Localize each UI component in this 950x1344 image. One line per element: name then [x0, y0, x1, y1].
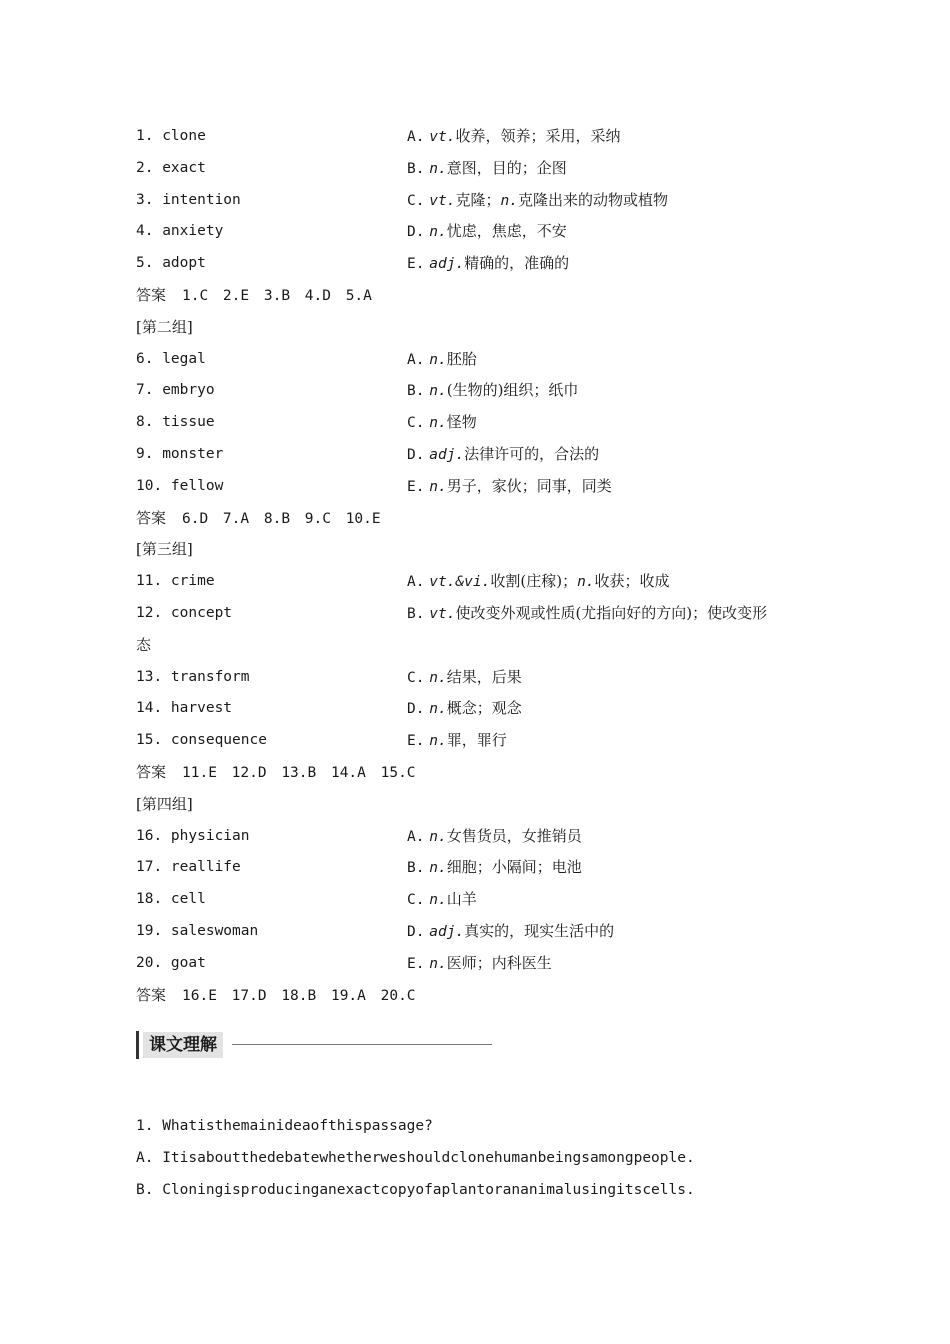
- vocab-definition: B. vt.使改变外观或性质(尤指向好的方向)；使改变形: [407, 603, 768, 622]
- vocab-word: 12. concept: [136, 604, 233, 621]
- question-option-a: A. Itisaboutthedebatewhetherweshouldclonehumanbeingsamongpeople.: [136, 1149, 695, 1166]
- vocab-word: 7. embryo: [136, 382, 215, 399]
- vocab-word: 8. tissue: [136, 414, 215, 431]
- section-header: [136, 1031, 496, 1059]
- question-option-b: B. Cloningisproducinganexactcopyofaplantorananimalusingitscells.: [136, 1181, 695, 1198]
- vocab-word: 1. clone: [136, 128, 206, 144]
- vocab-group-4: [136, 789, 836, 1012]
- group-heading: [第二组]: [136, 317, 193, 336]
- answer-key: 1.C 2.E 3.B 4.D 5.A: [182, 287, 372, 304]
- answer-line: [136, 757, 836, 789]
- vocab-definition: B. n.细胞；小隔间；电池: [407, 858, 582, 877]
- vocab-definition: B. n.(生物的)组织；纸巾: [407, 381, 579, 400]
- vocab-word: 16. physician: [136, 827, 250, 844]
- vocab-definition: E. n.罪，罪行: [407, 731, 507, 750]
- vocab-row: [136, 598, 836, 630]
- answer-label: 答案: [136, 762, 167, 781]
- answer-label: 答案: [136, 508, 167, 527]
- vocabulary-matching: [136, 121, 836, 1011]
- vocab-word: 10. fellow: [136, 477, 224, 494]
- answer-line: [136, 980, 836, 1012]
- vocab-row: [136, 566, 836, 598]
- vocab-definition: D. n.概念；观念: [407, 699, 522, 718]
- vocab-definition: D. n.忧虑，焦虑，不安: [407, 222, 567, 241]
- vocab-row: [136, 916, 836, 948]
- vocab-definition: C. vt.克隆；n.克隆出来的动物或植物: [407, 190, 668, 209]
- vocab-definition: A. vt.收养，领养；采用，采纳: [407, 127, 621, 145]
- vocab-word: 2. exact: [136, 159, 206, 176]
- definition-wrap: 态: [136, 635, 152, 654]
- section-title: 课文理解: [143, 1032, 223, 1058]
- vocab-definition: E. adj.精确的，准确的: [407, 254, 570, 273]
- vocab-row: [136, 693, 836, 725]
- vocab-row: [136, 948, 836, 980]
- vocab-word: 17. reallife: [136, 859, 241, 876]
- answer-key: 6.D 7.A 8.B 9.C 10.E: [182, 510, 381, 527]
- vocab-row: [136, 662, 836, 694]
- comprehension-questions: [136, 1111, 836, 1206]
- vocab-group-2: [136, 312, 836, 535]
- answer-key: 11.E 12.D 13.B 14.A 15.C: [182, 764, 416, 781]
- vocab-definition: C. n.山羊: [407, 890, 477, 909]
- answer-key: 16.E 17.D 18.B 19.A 20.C: [182, 987, 416, 1004]
- vocab-word: 14. harvest: [136, 700, 233, 717]
- vocab-row: [136, 884, 836, 916]
- answer-label: 答案: [136, 985, 167, 1004]
- group-heading: [第三组]: [136, 540, 193, 559]
- vocab-row: [136, 216, 836, 248]
- vocab-row: [136, 185, 836, 217]
- vocab-definition: E. n.男子，家伙；同事，同类: [407, 476, 612, 495]
- vocab-definition: D. adj.真实的，现实生活中的: [407, 921, 615, 940]
- vocab-word: 9. monster: [136, 445, 224, 462]
- vocab-row: [136, 407, 836, 439]
- vocab-word: 4. anxiety: [136, 223, 224, 240]
- answer-line: [136, 503, 836, 535]
- vocab-definition: A. n.女售货员，女推销员: [407, 826, 582, 845]
- vocab-definition: E. n.医师；内科医生: [407, 953, 552, 972]
- vocab-word: 6. legal: [136, 350, 206, 367]
- vocab-row: [136, 344, 836, 376]
- vocab-definition: C. n.结果，后果: [407, 667, 522, 686]
- vocab-row: [136, 439, 836, 471]
- vocab-word: 5. adopt: [136, 255, 206, 272]
- vocab-group-1: [136, 121, 836, 312]
- vocab-word: 15. consequence: [136, 732, 267, 749]
- vocab-word: 18. cell: [136, 891, 206, 908]
- vocab-definition: B. n.意图，目的；企图: [407, 158, 567, 177]
- vocab-word: 20. goat: [136, 954, 206, 971]
- vocab-row: [136, 852, 836, 884]
- vocab-definition: A. vt.&vi.收割(庄稼)；n.收获；收成: [407, 572, 670, 591]
- vocab-row: [136, 153, 836, 185]
- vocab-row: [136, 821, 836, 853]
- vocab-word: 13. transform: [136, 668, 250, 685]
- vocab-row: [136, 725, 836, 757]
- section-rule: [232, 1044, 492, 1045]
- question-stem: 1. Whatisthemainideaofthispassage?: [136, 1118, 433, 1134]
- vocab-row: [136, 248, 836, 280]
- section-marker-bar: [136, 1031, 139, 1059]
- vocab-word: 3. intention: [136, 191, 241, 208]
- answer-line: [136, 280, 836, 312]
- vocab-definition: A. n.胚胎: [407, 349, 477, 368]
- vocab-word: 19. saleswoman: [136, 922, 259, 939]
- vocab-row: [136, 121, 836, 153]
- vocab-group-3: [136, 534, 836, 788]
- vocab-word: 11. crime: [136, 573, 215, 590]
- vocab-row: [136, 375, 836, 407]
- vocab-definition: C. n.怪物: [407, 413, 477, 432]
- group-heading: [第四组]: [136, 794, 193, 813]
- answer-label: 答案: [136, 285, 167, 304]
- vocab-row: [136, 471, 836, 503]
- vocab-definition: D. adj.法律许可的，合法的: [407, 444, 600, 463]
